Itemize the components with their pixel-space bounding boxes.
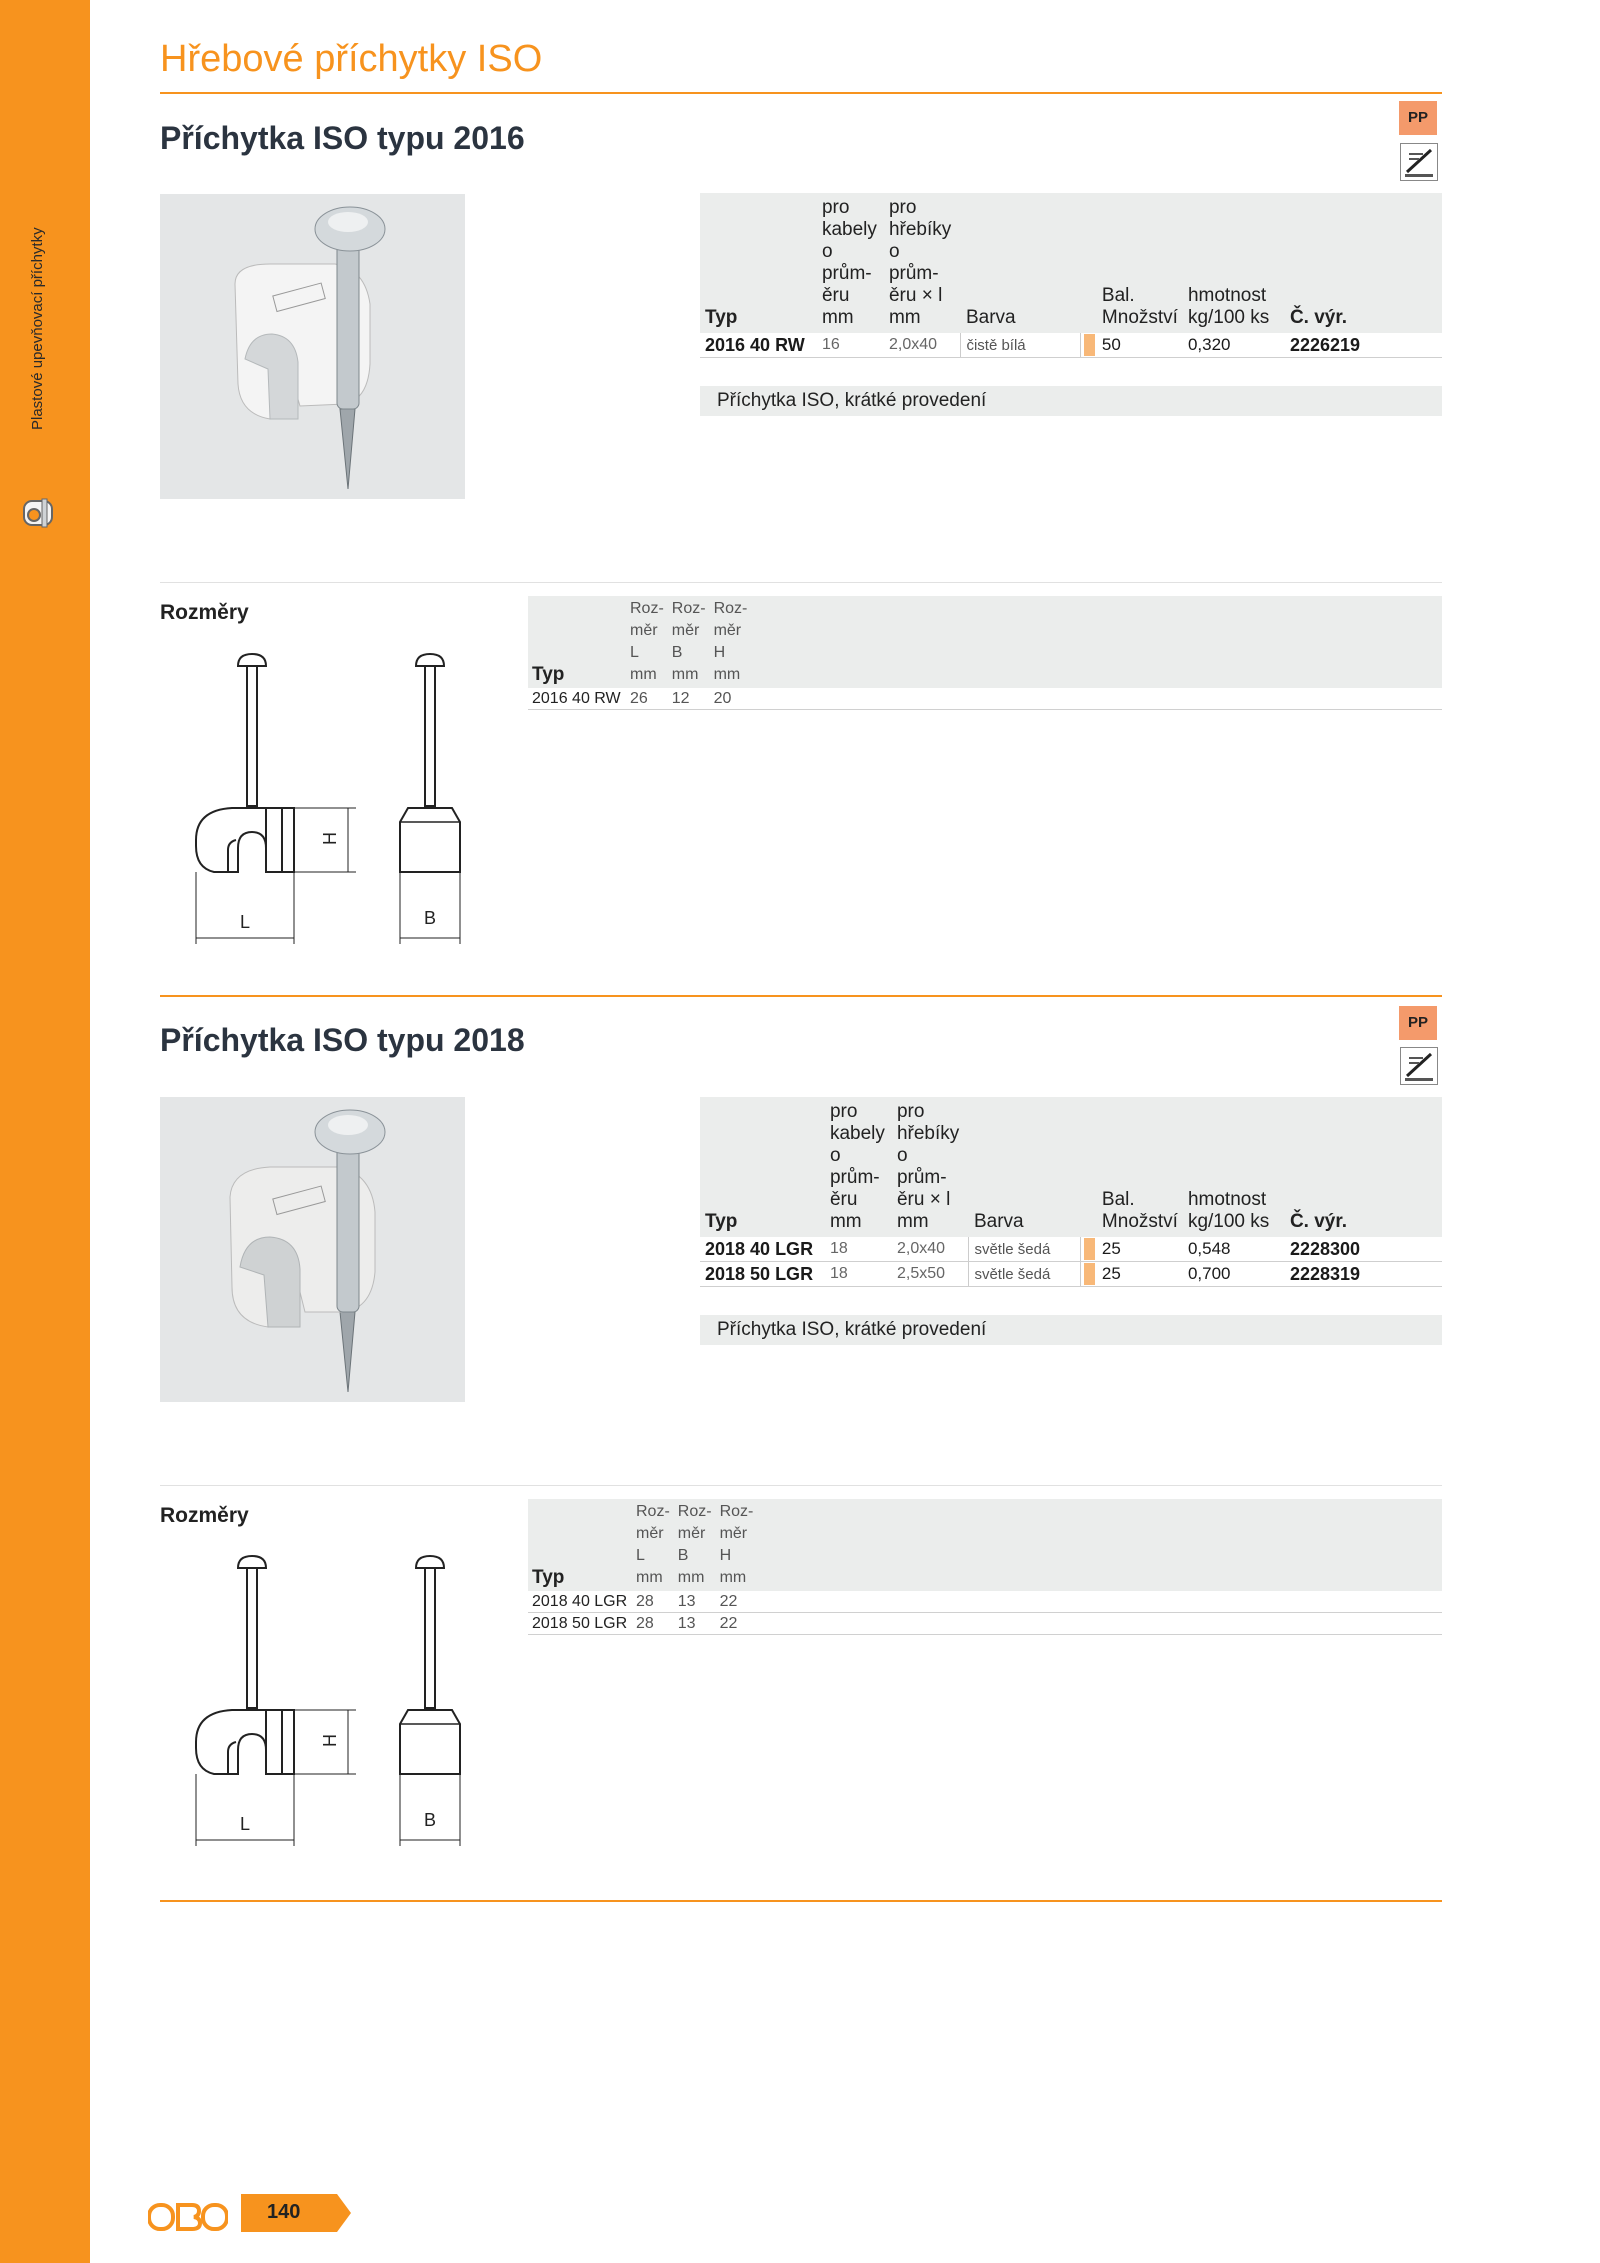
dimensions-table-2016: Typ Roz- měr L mm Roz- měr B mm Roz- měr H mm 2016 40 RW 26 12 20 bbox=[528, 596, 1442, 710]
product-note: Příchytka ISO, krátké provedení bbox=[700, 1315, 1442, 1345]
label-b: B bbox=[424, 908, 437, 928]
label-b: B bbox=[424, 1810, 437, 1830]
col-swatch bbox=[1081, 193, 1097, 333]
certification-icon bbox=[1400, 143, 1438, 181]
pp-badge: PP bbox=[1399, 1006, 1437, 1040]
page-title: Hřebové příchytky ISO bbox=[160, 38, 543, 80]
label-l: L bbox=[240, 912, 251, 932]
product-note: Příchytka ISO, krátké provedení bbox=[700, 386, 1442, 416]
color-swatch bbox=[1084, 1238, 1095, 1260]
table-row: 2016 40 RW 26 12 20 bbox=[528, 688, 1442, 710]
clip-photo-image bbox=[160, 194, 465, 499]
obo-logo bbox=[148, 2200, 228, 2234]
pp-badge: PP bbox=[1399, 101, 1437, 135]
page-number: 140 bbox=[267, 2201, 301, 2223]
section-divider bbox=[160, 582, 1442, 583]
col-cable: pro kabely o prům- ěru mm bbox=[817, 193, 884, 333]
label-l: L bbox=[240, 1814, 251, 1834]
label-h: H bbox=[320, 1734, 340, 1747]
col-art: Č. výr. bbox=[1285, 193, 1442, 333]
section-title-2016: Příchytka ISO typu 2016 bbox=[160, 120, 525, 156]
dimensions-table-2018: Typ Roz- měr L mm Roz- měr B mm Roz- měr H mm 2018 40 LGR 28 13 22 2018 50 LGR 28 13 22 bbox=[528, 1499, 1442, 1635]
table-row: 2018 40 LGR 28 13 22 bbox=[528, 1591, 1442, 1613]
dimensions-title: Rozměry bbox=[160, 1504, 249, 1527]
product-photo bbox=[160, 1097, 465, 1402]
col-color: Barva bbox=[961, 193, 1081, 333]
certification-icon bbox=[1400, 1047, 1438, 1085]
clip-photo-image bbox=[160, 1097, 465, 1402]
table-row: 2018 40 LGR 18 2,0x40 světle šedá 25 0,548 2228300 bbox=[700, 1237, 1442, 1262]
footer-rule bbox=[160, 1900, 1442, 1902]
section-rule bbox=[160, 995, 1442, 997]
col-nail: pro hřebíky o prům- ěru × l mm bbox=[884, 193, 961, 333]
label-h: H bbox=[320, 832, 340, 845]
header-rule bbox=[160, 92, 1442, 94]
section-title-2018: Příchytka ISO typu 2018 bbox=[160, 1022, 525, 1058]
color-swatch bbox=[1084, 334, 1095, 356]
col-pack: Bal. Množství bbox=[1097, 193, 1183, 333]
clip-icon bbox=[20, 495, 56, 531]
table-row: 2018 50 LGR 28 13 22 bbox=[528, 1613, 1442, 1635]
product-photo bbox=[160, 194, 465, 499]
product-table-2018: Typ pro kabely o prům- ěru mm pro hřebíky o prům- ěru × l mm Barva Bal. Množství hmotnost kg/100 ks Č. výr. 2018 40 LGR 18 2,0x40 světle šedá 25 0,548 2228300 2018 50 LGR 18 2,5x50 světle šedá 25 0,700 2228319 bbox=[700, 1097, 1442, 1287]
dimension-drawing-2016 bbox=[170, 650, 490, 950]
table-row: 2018 50 LGR 18 2,5x50 světle šedá 25 0,700 2228319 bbox=[700, 1262, 1442, 1287]
product-table-2016 bbox=[700, 193, 1442, 358]
color-swatch bbox=[1084, 1263, 1095, 1285]
dimensions-title: Rozměry bbox=[160, 601, 249, 624]
col-typ: Typ bbox=[700, 193, 817, 333]
sidebar-label: Plastové upevňovací příchytky bbox=[29, 227, 46, 430]
dimension-drawing-2018 bbox=[170, 1552, 490, 1852]
section-divider bbox=[160, 1485, 1442, 1486]
table-row: 2016 40 RW 16 2,0x40 čistě bílá 50 0,320 2226219 bbox=[700, 333, 1442, 358]
col-weight: hmotnost kg/100 ks bbox=[1183, 193, 1285, 333]
